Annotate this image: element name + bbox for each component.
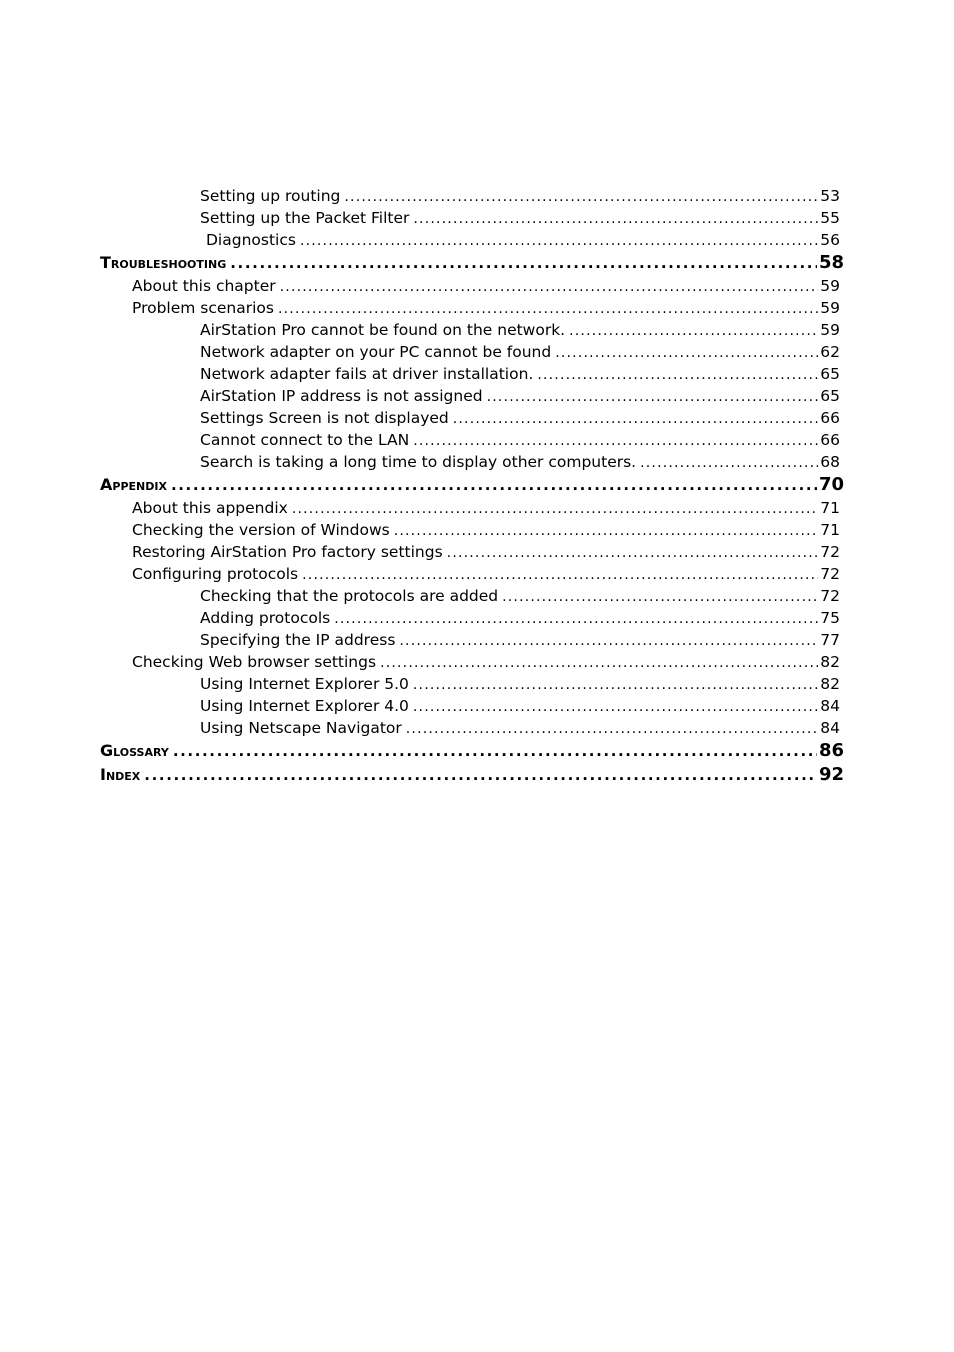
toc-entry-ip-not-assigned[interactable]: AirStation IP address is not assigned ..... 65 [200, 385, 840, 407]
toc-entry-browser-settings[interactable]: Checking Web browser settings ..... 82 [132, 651, 840, 673]
toc-entry-settings-screen[interactable]: Settings Screen is not displayed ..... 66 [200, 407, 840, 429]
toc-entry-about-this-appendix[interactable]: About this appendix ..... 71 [132, 497, 840, 519]
toc-entry-windows-version[interactable]: Checking the version of Windows ..... 71 [132, 519, 840, 541]
toc-entry-factory-settings[interactable]: Restoring AirStation Pro factory settings ..... 72 [132, 541, 840, 563]
toc-entry-ie4[interactable]: Using Internet Explorer 4.0 ..... 84 [200, 695, 840, 717]
toc-chapter-appendix[interactable]: Appendix ..... 70 [100, 473, 844, 497]
toc-entry-airstation-not-found[interactable]: AirStation Pro cannot be found on the network. ..... 59 [200, 319, 840, 341]
toc-chapter-glossary[interactable]: Glossary ..... 86 [100, 739, 844, 763]
toc-entry-adapter-not-found[interactable]: Network adapter on your PC cannot be found ..... 62 [200, 341, 840, 363]
toc-chapter-troubleshooting[interactable]: Troubleshooting ..... 58 [100, 251, 844, 275]
toc-entry-protocols-added[interactable]: Checking that the protocols are added ..... 72 [200, 585, 840, 607]
toc-entry-netscape[interactable]: Using Netscape Navigator ..... 84 [200, 717, 840, 739]
toc-entry-packet-filter[interactable]: Setting up the Packet Filter ..... 55 [200, 207, 840, 229]
toc-entry-search-long-time[interactable]: Search is taking a long time to display other computers. ..... 68 [200, 451, 840, 473]
toc-chapter-index[interactable]: Index ..... 92 [100, 763, 844, 787]
toc-entry-driver-installation[interactable]: Network adapter fails at driver installation. ..... 65 [200, 363, 840, 385]
toc-entry-ie5[interactable]: Using Internet Explorer 5.0 ..... 82 [200, 673, 840, 695]
toc-entry-diagnostics[interactable]: Diagnostics ..... 56 [206, 229, 840, 251]
toc-entry-specifying-ip[interactable]: Specifying the IP address ..... 77 [200, 629, 840, 651]
toc-entry-adding-protocols[interactable]: Adding protocols ..... 75 [200, 607, 840, 629]
toc-entry-problem-scenarios[interactable]: Problem scenarios ..... 59 [132, 297, 840, 319]
toc-entry-configuring-protocols[interactable]: Configuring protocols ..... 72 [132, 563, 840, 585]
toc-entry-about-this-chapter[interactable]: About this chapter ..... 59 [132, 275, 840, 297]
toc-entry-setting-up-routing[interactable]: Setting up routing ..... 53 [200, 185, 840, 207]
table-of-contents [0, 185, 954, 787]
toc-entry-cannot-connect-lan[interactable]: Cannot connect to the LAN ..... 66 [200, 429, 840, 451]
